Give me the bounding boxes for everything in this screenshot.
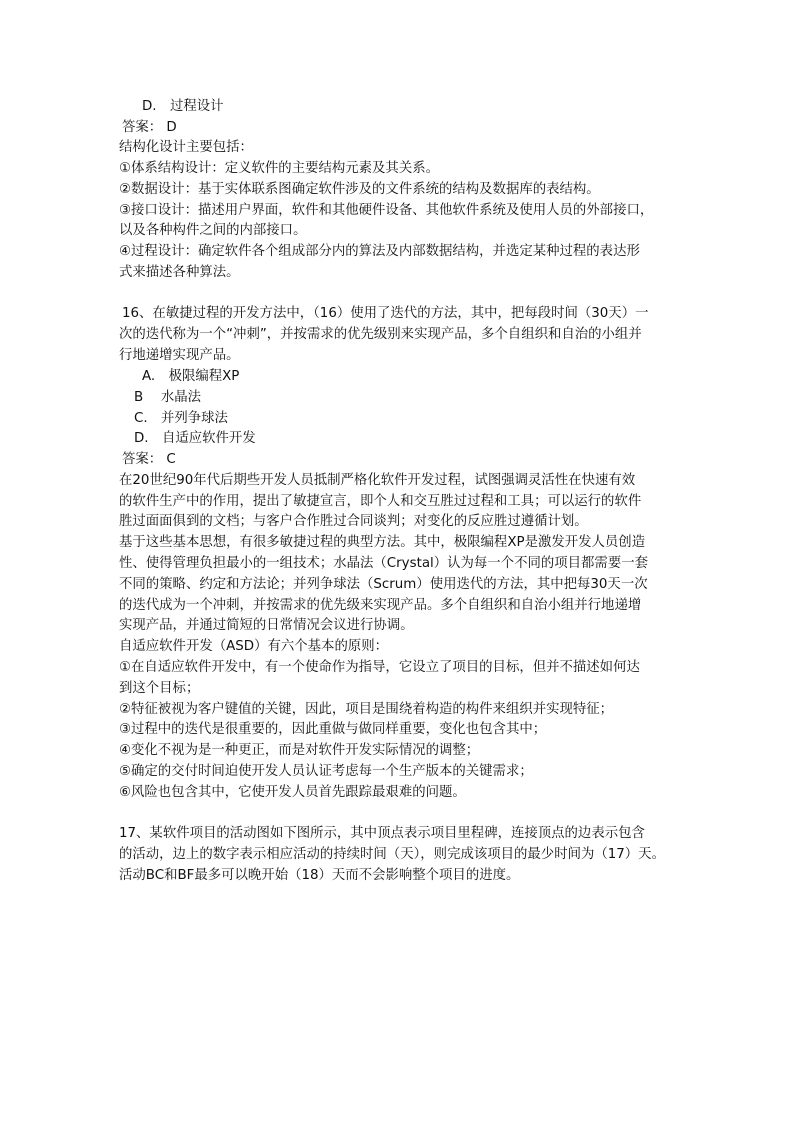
q15-explanation-line: 式来描述各种算法。 (119, 265, 240, 280)
q15-explanation-line: 以及各种构件之间的内部接口。 (119, 223, 307, 238)
q16-explanation-line: 到这个目标； (119, 681, 200, 696)
q16-stem-line: 行地递增实现产品。 (119, 348, 240, 363)
q16-explanation-line: 不同的策略、约定和方法论；并列争球法（Scrum）使用迭代的方法，其中把每30天一次 (119, 577, 648, 592)
q16-stem-line: 16、在敏捷过程的开发方法中，（16）使用了迭代的方法，其中，把每段时间（30天）一 (122, 306, 649, 321)
q15-explanation-line: 结构化设计主要包括： (119, 140, 253, 155)
q16-explanation-line: ③过程中的迭代是很重要的，因此重做与做同样重要，变化也包含其中； (119, 722, 547, 737)
q17-stem-line: 的活动，边上的数字表示相应活动的持续时间（天），则完成该项目的最少时间为（17）天。 (119, 847, 665, 862)
q17-stem-line: 活动BC和BF最多可以晚开始（18）天而不会影响整个项目的进度。 (119, 868, 520, 883)
q16-explanation-line: ④变化不视为是一种更正，而是对软件开发实际情况的调整； (119, 743, 480, 758)
q16-option-c: C. 并列争球法 (134, 411, 228, 426)
q15-explanation-line: ④过程设计：确定软件各个组成部分内的算法及内部数据结构，并选定某种过程的表达形 (119, 244, 640, 259)
q15-option-d: D. 过程设计 (142, 99, 224, 114)
q16-explanation-line: ⑥风险也包含其中，它使开发人员首先跟踪最艰难的问题。 (119, 785, 466, 800)
q16-explanation-line: 基于这些基本思想，有很多敏捷过程的典型方法。其中，极限编程XP是激发开发人员创造 (119, 535, 646, 550)
q16-explanation-line: 性、使得管理负担最小的一组技术；水晶法（Crystal）认为每一个不同的项目都需要一套 (119, 556, 648, 571)
q16-option-b: B 水晶法 (134, 390, 202, 405)
q15-explanation-line: ③接口设计：描述用户界面，软件和其他硬件设备、其他软件系统及使用人员的外部接口， (119, 203, 654, 218)
q16-explanation-line: ②特征被视为客户键值的关键，因此，项目是围绕着构造的构件来组织并实现特征； (119, 702, 614, 717)
q16-explanation-line: 实现产品，并通过简短的日常情况会议进行协调。 (119, 618, 414, 633)
q16-option-a: A. 极限编程XP (142, 369, 240, 384)
q16-explanation-line: 自适应软件开发（ASD）有六个基本的原则： (119, 639, 389, 654)
q16-option-d: D. 自适应软件开发 (134, 431, 256, 446)
q16-answer: 答案： C (122, 452, 176, 467)
q16-explanation-line: 胜过面面俱到的文档；与客户合作胜过合同谈判；对变化的反应胜过遵循计划。 (119, 514, 588, 529)
q16-explanation-line: 在20世纪90年代后期些开发人员抵制严格化软件开发过程，试图强调灵活性在快速有效 (119, 473, 636, 488)
q16-explanation-line: 的迭代成为一个冲刺，并按需求的优先级来实现产品。多个自组织和自治小组并行地递增 (119, 598, 642, 613)
q15-answer: 答案： D (122, 120, 177, 135)
q17-stem-line: 17、某软件项目的活动图如下图所示，其中顶点表示项目里程碑，连接顶点的边表示包含 (119, 826, 645, 841)
q16-explanation-line: ⑤确定的交付时间迫使开发人员认证考虑每一个生产版本的关键需求； (119, 764, 533, 779)
q16-explanation-line: 的软件生产中的作用，提出了敏捷宣言，即个人和交互胜过过程和工具；可以运行的软件 (119, 494, 642, 509)
q15-explanation-line: ①体系结构设计：定义软件的主要结构元素及其关系。 (119, 161, 439, 176)
q15-explanation-line: ②数据设计：基于实体联系图确定软件涉及的文件系统的结构及数据库的表结构。 (119, 182, 600, 197)
q16-explanation-line: ①在自适应软件开发中，有一个使命作为指导，它设立了项目的目标，但并不描述如何达 (119, 660, 640, 675)
q16-stem-line: 次的迭代称为一个“冲刺”，并按需求的优先级别来实现产品，多个自组织和自治的小组并 (119, 327, 642, 342)
